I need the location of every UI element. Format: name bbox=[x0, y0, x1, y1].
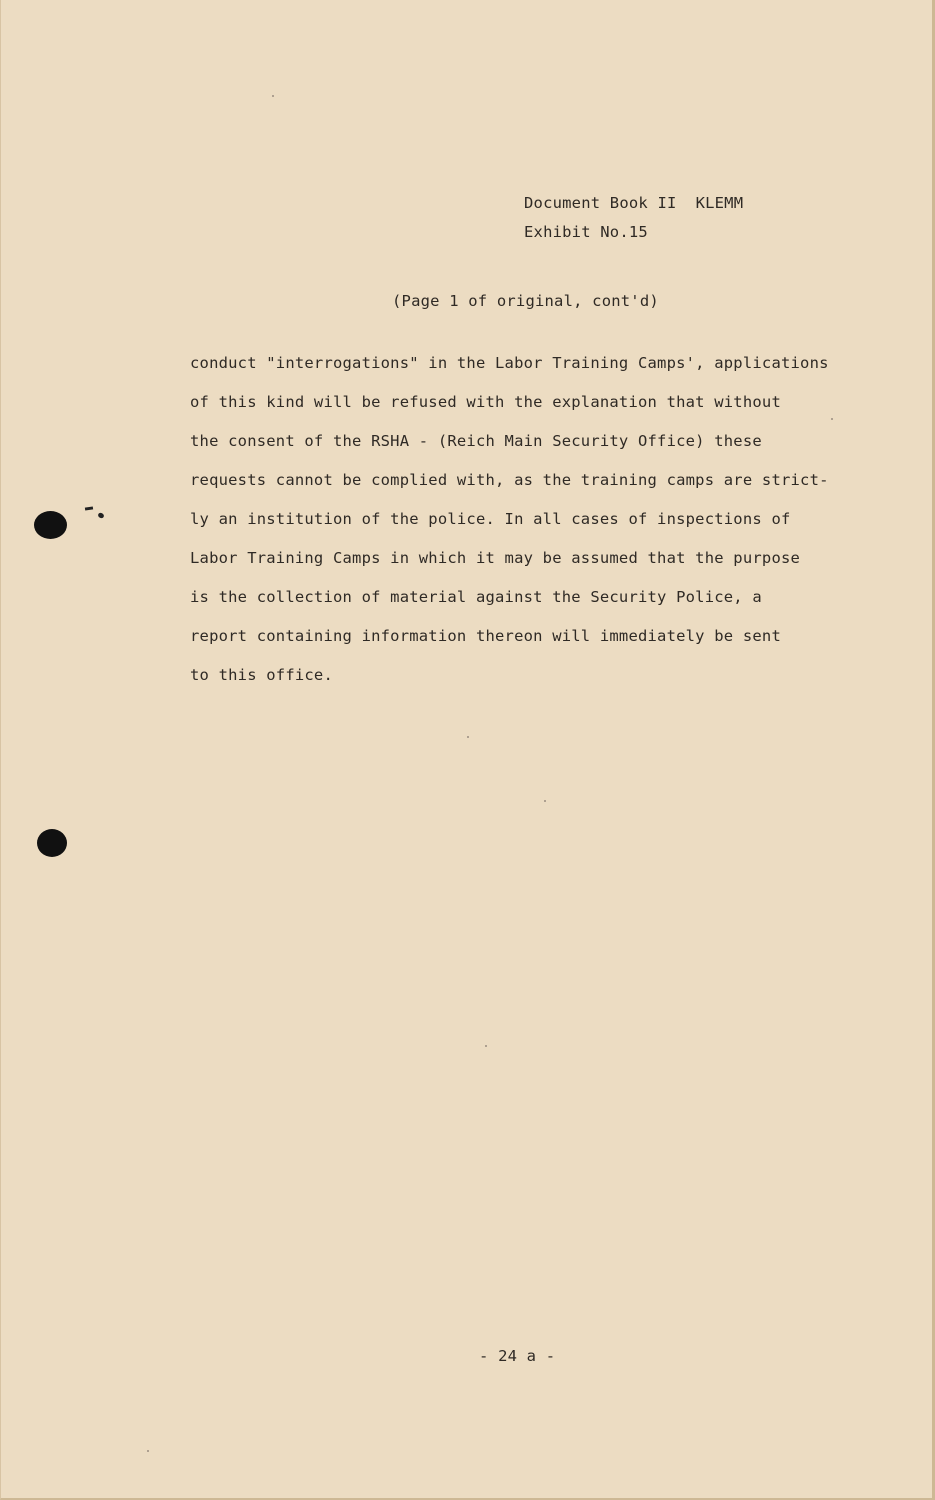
body-text-line: the consent of the RSHA - (Reich Main Security Office) these bbox=[190, 432, 762, 450]
paper-speck bbox=[272, 95, 274, 97]
body-text-line: to this office. bbox=[190, 666, 333, 684]
body-text-line: report containing information thereon will immediately be sent bbox=[190, 627, 781, 645]
paper-speck bbox=[485, 1045, 487, 1047]
paper-speck bbox=[467, 736, 469, 738]
exhibit-number: Exhibit No.15 bbox=[524, 223, 648, 241]
ink-speck bbox=[85, 506, 93, 510]
body-text-line: of this kind will be refused with the explanation that without bbox=[190, 393, 781, 411]
document-book-reference: Document Book II KLEMM bbox=[524, 194, 744, 212]
body-text-line: requests cannot be complied with, as the training camps are strict- bbox=[190, 471, 829, 489]
body-text-line: Labor Training Camps in which it may be assumed that the purpose bbox=[190, 549, 801, 567]
ink-speck bbox=[97, 512, 105, 519]
page-continuation-note: (Page 1 of original, cont'd) bbox=[392, 292, 659, 310]
paper-speck bbox=[544, 800, 546, 802]
punch-hole bbox=[37, 829, 67, 857]
paper-speck bbox=[831, 418, 833, 420]
punch-hole bbox=[34, 511, 67, 539]
body-text-line: ly an institution of the police. In all cases of inspections of bbox=[190, 510, 791, 528]
paper-speck bbox=[147, 1450, 149, 1452]
body-text-line: is the collection of material against the Security Police, a bbox=[190, 588, 762, 606]
body-text-line: conduct "interrogations" in the Labor Training Camps', applications bbox=[190, 354, 829, 372]
page-number: - 24 a - bbox=[479, 1347, 556, 1365]
